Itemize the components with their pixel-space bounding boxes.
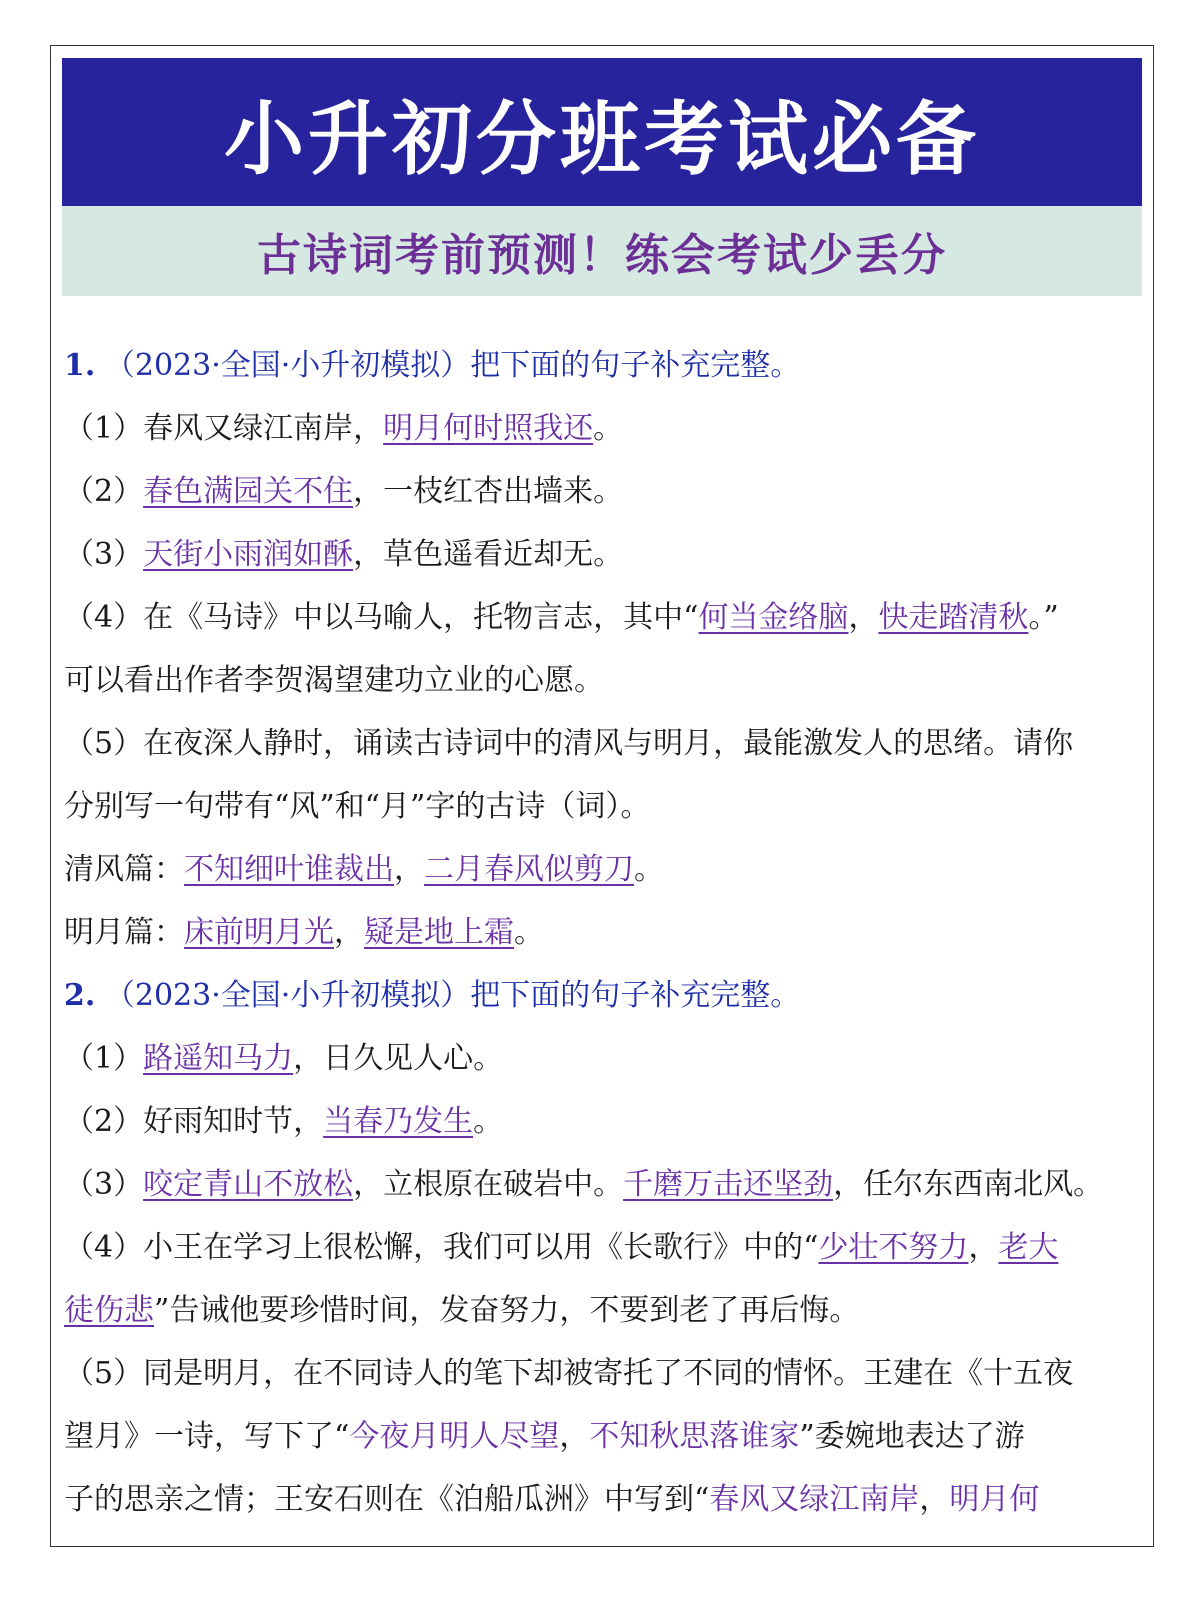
line-text: ，	[848, 600, 879, 635]
line-text: （1）春风又绿江南岸，	[64, 411, 384, 446]
line-text: 清风篇：	[64, 852, 184, 887]
line-text: ，	[394, 852, 424, 887]
answer-text: 明月何	[949, 1482, 1040, 1517]
question-2-header	[64, 964, 1146, 1027]
question-source: （2023·全国·小升初模拟）把下面的句子补充完整。	[104, 978, 801, 1013]
document-body	[64, 334, 1146, 1531]
line-text: ，	[334, 915, 364, 950]
question-1-header	[64, 334, 1146, 397]
answer-text: 老大	[998, 1230, 1059, 1265]
answer-text: 路遥知马力	[143, 1041, 294, 1076]
line-text: （2）好雨知时节，	[64, 1104, 324, 1139]
answer-text: 二月春风似剪刀	[424, 852, 634, 887]
q1-item-5-continued	[64, 775, 1146, 838]
line-text: ，日久见人心。	[293, 1041, 504, 1076]
answer-text: 不知秋思落谁家	[589, 1419, 800, 1454]
q2-item-5-continued	[64, 1405, 1146, 1468]
q2-item-1	[64, 1027, 1146, 1090]
q1-item-5	[64, 712, 1146, 775]
line-text: ，任尔东西南北风。	[833, 1167, 1104, 1202]
answer-text: 快走踏清秋	[878, 600, 1029, 635]
line-text: （5）同是明月，在不同诗人的笔下却被寄托了不同的情怀。王建在《十五夜	[64, 1356, 1074, 1391]
answer-text: 疑是地上霜	[364, 915, 514, 950]
question-source: （2023·全国·小升初模拟）把下面的句子补充完整。	[104, 348, 801, 383]
line-text: ，	[968, 1230, 999, 1265]
line-text: （4）小王在学习上很松懈，我们可以用《长歌行》中的“	[64, 1230, 819, 1265]
subtitle-banner	[62, 206, 1142, 296]
line-text: 分别写一句带有“风”和“月”字的古诗（词）。	[64, 789, 651, 824]
q1-item-2	[64, 460, 1146, 523]
answer-text: 当春乃发生	[323, 1104, 474, 1139]
line-text: ，	[919, 1482, 950, 1517]
page-title: 小升初分班考试必备	[224, 92, 980, 186]
answer-text: 明月何时照我还	[383, 411, 594, 446]
line-text: ，草色遥看近却无。	[353, 537, 624, 572]
line-text: 明月篇：	[64, 915, 184, 950]
q2-item-5-continued-2	[64, 1468, 1146, 1531]
line-text: 望月》一诗，写下了“	[64, 1419, 350, 1454]
line-text: （1）	[64, 1041, 144, 1076]
q1-item-1	[64, 397, 1146, 460]
line-text: 。	[634, 852, 664, 887]
line-text: 可以看出作者李贺渴望建功立业的心愿。	[64, 663, 604, 698]
answer-text: 不知细叶谁裁出	[184, 852, 394, 887]
line-text: ”告诫他要珍惜时间，发奋努力，不要到老了再后悔。	[154, 1293, 860, 1328]
line-text: 。	[514, 915, 544, 950]
line-text: （4）在《马诗》中以马喻人，托物言志，其中“	[64, 600, 699, 635]
answer-text: 春色满园关不住	[143, 474, 354, 509]
q2-item-4-continued	[64, 1279, 1146, 1342]
answer-text: 床前明月光	[184, 915, 334, 950]
line-text: 。	[473, 1104, 504, 1139]
answer-text: 春风又绿江南岸	[709, 1482, 920, 1517]
q1-item-4	[64, 586, 1146, 649]
question-number: 1.	[64, 348, 96, 383]
q1-wind-answer	[64, 838, 1146, 901]
line-text: 子的思亲之情；王安石则在《泊船瓜洲》中写到“	[64, 1482, 710, 1517]
q1-item-4-continued	[64, 649, 1146, 712]
line-text: 。”	[1028, 600, 1059, 635]
line-text: ，立根原在破岩中。	[353, 1167, 624, 1202]
line-text: ，	[559, 1419, 590, 1454]
answer-text: 何当金络脑	[698, 600, 849, 635]
answer-text: 少壮不努力	[818, 1230, 969, 1265]
q2-item-4	[64, 1216, 1146, 1279]
line-text: （3）	[64, 537, 144, 572]
page-subtitle: 古诗词考前预测！练会考试少丢分	[257, 230, 947, 281]
line-text: （2）	[64, 474, 144, 509]
line-text: ，一枝红杏出墙来。	[353, 474, 624, 509]
answer-text: 咬定青山不放松	[143, 1167, 354, 1202]
line-text: （3）	[64, 1167, 144, 1202]
q2-item-5	[64, 1342, 1146, 1405]
title-banner	[62, 58, 1142, 206]
answer-text: 今夜月明人尽望	[349, 1419, 560, 1454]
line-text: ”委婉地表达了游	[799, 1419, 1025, 1454]
answer-text: 天街小雨润如酥	[143, 537, 354, 572]
q1-moon-answer	[64, 901, 1146, 964]
q2-item-3	[64, 1153, 1146, 1216]
line-text: 。	[593, 411, 624, 446]
answer-text: 徒伤悲	[64, 1293, 154, 1328]
line-text: （5）在夜深人静时，诵读古诗词中的清风与明月，最能激发人的思绪。请你	[64, 726, 1074, 761]
question-number: 2.	[64, 978, 96, 1013]
q2-item-2	[64, 1090, 1146, 1153]
answer-text: 千磨万击还坚劲	[623, 1167, 834, 1202]
q1-item-3	[64, 523, 1146, 586]
